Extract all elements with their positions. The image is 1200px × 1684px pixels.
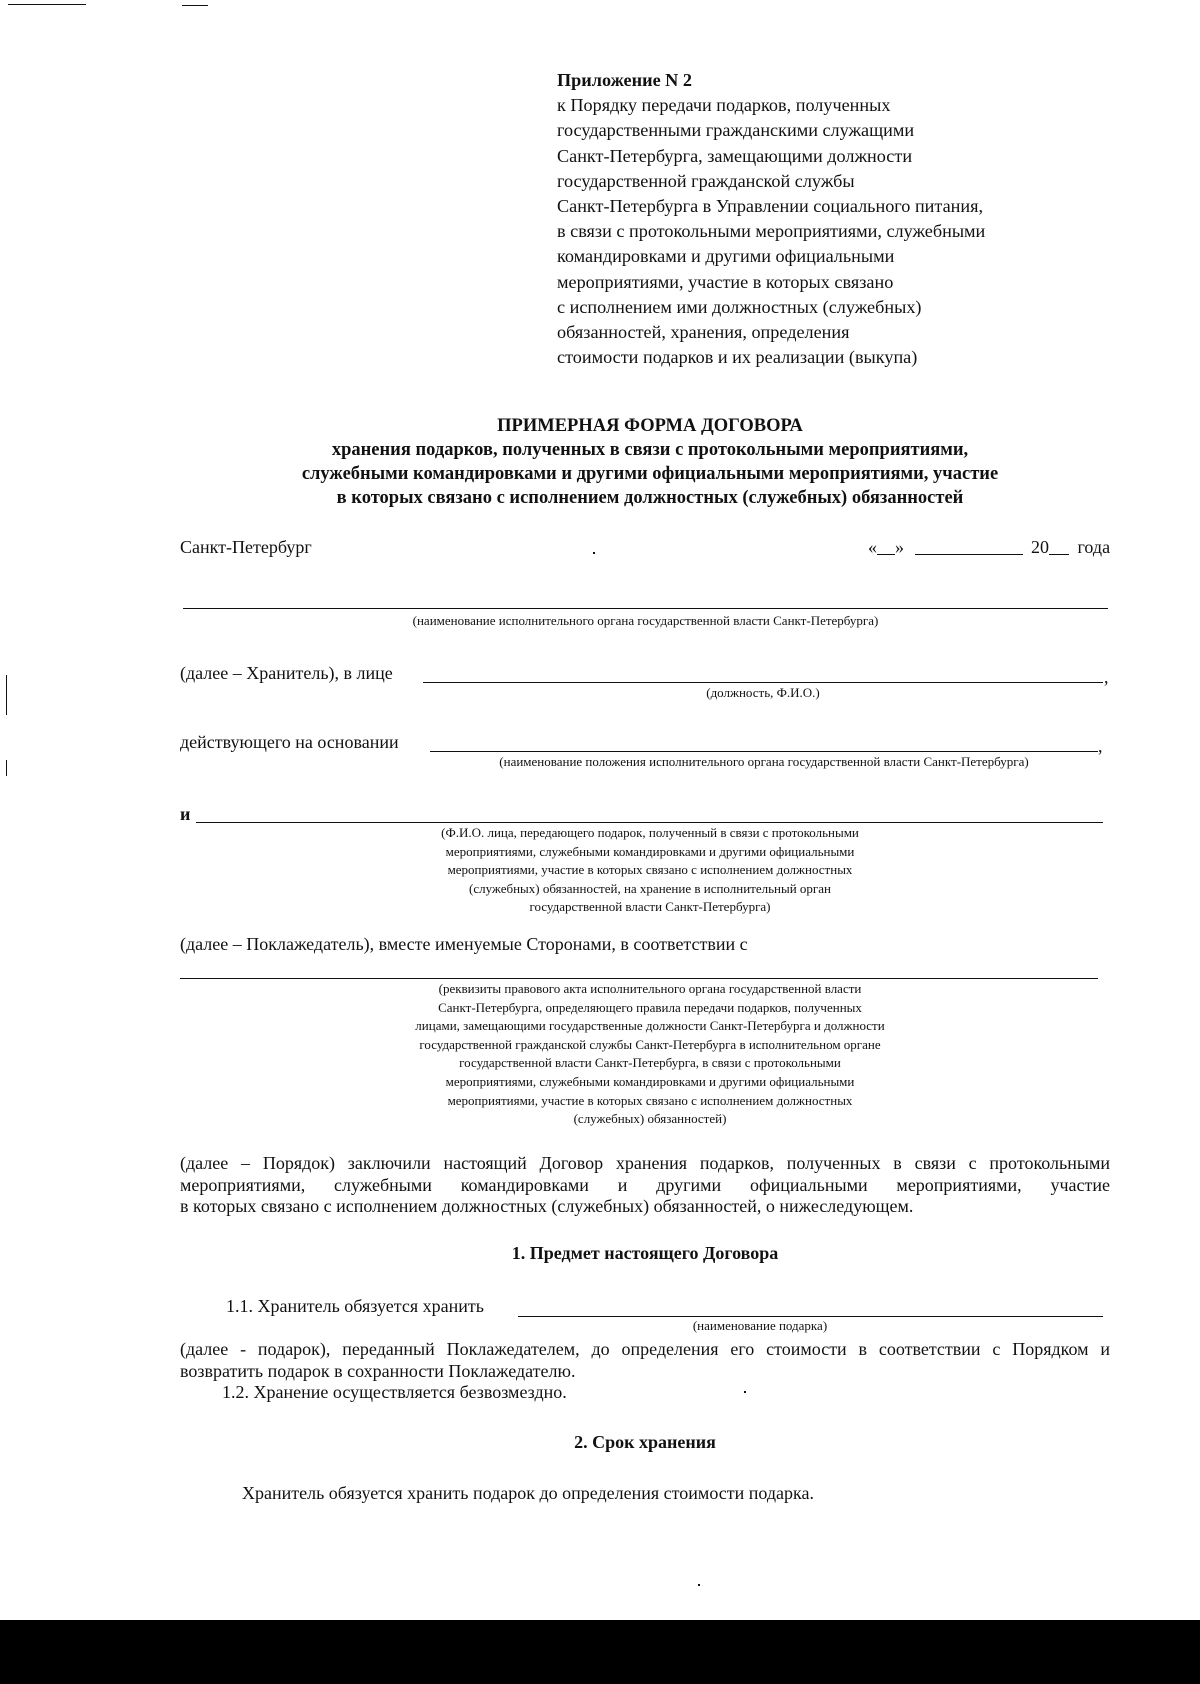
- annex-line: государственными гражданскими служащими: [557, 120, 915, 141]
- basis-line: [430, 751, 1098, 752]
- scan-dot: [744, 1391, 746, 1393]
- annex-line: Санкт-Петербурга в Управлении социального питания,: [557, 196, 984, 217]
- caption-line: мероприятиями, участие в которых связано с исполнением должностных: [447, 1092, 853, 1108]
- annex-line: государственной гражданской службы: [557, 170, 855, 191]
- item1-line: (далее - подарок), переданный Поклажедателем, до определения его стоимости в соответствии с Порядком и: [180, 1339, 1110, 1359]
- annex-line: с исполнением ими должностных (служебных): [557, 296, 922, 317]
- year-blank: [1049, 540, 1069, 555]
- scan-mark-top: [8, 4, 86, 5]
- annex-line: Санкт-Петербурга, замещающими должности: [557, 145, 913, 166]
- section1-heading: 1. Предмет настоящего Договора: [511, 1243, 779, 1263]
- caption-line: государственной гражданской службы Санкт-Петербурга в исполнительном органе: [419, 1036, 881, 1052]
- date-quote-open: «: [868, 537, 877, 557]
- depositor-caption: [350, 824, 950, 917]
- caption-line: (служебных) обязанностей): [573, 1111, 727, 1127]
- scan-dot: [593, 552, 595, 554]
- scan-mark-top-2: [182, 5, 208, 6]
- org-name-line: [183, 608, 1108, 609]
- annex-line: обязанностей, хранения, определения: [557, 322, 850, 343]
- form-title-sub: в которых связано с исполнением должностных (служебных) обязанностей: [336, 488, 964, 508]
- caption-line: государственной власти Санкт-Петербурга): [529, 899, 771, 915]
- annex-line: стоимости подарков и их реализации (выкупа): [557, 347, 918, 368]
- form-title: [150, 414, 1150, 510]
- basis-caption: (наименование положения исполнительного органа государственной власти Санкт-Петербурга): [499, 754, 1029, 769]
- position-line: [423, 682, 1103, 683]
- date-quote-close: »: [895, 537, 904, 557]
- intro-line: мероприятиями, служебными командировками и другими официальными мероприятиями, участие: [180, 1174, 1110, 1195]
- form-title-sub: хранения подарков, полученных в связи с протокольными мероприятиями,: [331, 440, 969, 460]
- basis-label: действующего на основании: [180, 732, 399, 752]
- parties-label: (далее – Поклажедатель), вместе именуемые Сторонами, в соответствии с: [180, 934, 748, 954]
- scan-bottom-bar: [0, 1620, 1200, 1684]
- comma: ,: [1098, 736, 1103, 756]
- day-blank: [877, 540, 895, 555]
- form-title-main: ПРИМЕРНАЯ ФОРМА ДОГОВОРА: [497, 416, 803, 436]
- position-caption: (должность, Ф.И.О.): [706, 685, 820, 700]
- and-label: и: [180, 804, 191, 824]
- caption-line: (служебных) обязанностей, на хранение в исполнительный орган: [468, 880, 831, 896]
- year-prefix: 20: [1031, 537, 1049, 557]
- intro-line: (далее – Порядок) заключили настоящий Договор хранения подарков, полученных в связи с протокольными: [180, 1153, 1110, 1173]
- caption-line: мероприятиями, участие в которых связано с исполнением должностных: [447, 862, 853, 878]
- caption-line: Санкт-Петербурга, определяющего правила передачи подарков, полученных: [438, 999, 862, 1015]
- annex-header: [557, 68, 985, 370]
- act-caption: [330, 980, 970, 1129]
- keeper-label: (далее – Хранитель), в лице: [180, 663, 393, 683]
- year-suffix: года: [1077, 537, 1111, 557]
- annex-line: к Порядку передачи подарков, полученных: [557, 95, 891, 116]
- item1-label: 1.1. Хранитель обязуется хранить: [226, 1296, 484, 1316]
- gift-name-caption: (наименование подарка): [692, 1318, 828, 1333]
- caption-line: мероприятиями, служебными командировками и другими официальными: [445, 1073, 855, 1089]
- org-caption: (наименование исполнительного органа государственной власти Санкт-Петербурга): [412, 613, 879, 628]
- annex-line: мероприятиями, участие в которых связано: [557, 271, 894, 292]
- date-field: [868, 537, 1110, 558]
- caption-line: (Ф.И.О. лица, передающего подарок, полученный в связи с протокольными: [441, 825, 859, 840]
- intro-paragraph: [180, 1153, 1110, 1218]
- scan-mark-left: [6, 675, 7, 715]
- month-blank: [915, 540, 1023, 555]
- caption-line: мероприятиями, служебными командировками и другими официальными: [445, 843, 855, 859]
- city-label: Санкт-Петербург: [180, 537, 312, 557]
- intro-line: в которых связано с исполнением должностных (служебных) обязанностей, о нижеследующем.: [180, 1196, 914, 1216]
- depositor-line: [196, 822, 1103, 823]
- annex-heading: Приложение N 2: [557, 70, 692, 90]
- comma: ,: [1104, 667, 1109, 687]
- section2-text: Хранитель обязуется хранить подарок до определения стоимости подарка.: [242, 1483, 814, 1503]
- form-title-sub: служебными командировками и другими официальными мероприятиями, участие: [301, 464, 999, 484]
- annex-line: командировками и другими официальными: [557, 246, 895, 267]
- section2-heading: 2. Срок хранения: [574, 1432, 716, 1452]
- item1-continuation: [180, 1339, 1110, 1382]
- annex-line: в связи с протокольными мероприятиями, служебными: [557, 221, 986, 242]
- caption-line: лицами, замещающими государственные должности Санкт-Петербурга и должности: [415, 1018, 885, 1034]
- caption-line: государственной власти Санкт-Петербурга, в связи с протокольными: [459, 1055, 841, 1071]
- item1-line: возвратить подарок в сохранности Поклажедателю.: [180, 1360, 576, 1381]
- scan-dot: [698, 1584, 700, 1586]
- scan-mark-left-2: [6, 760, 7, 776]
- caption-line: (реквизиты правового акта исполнительного органа государственной власти: [438, 981, 862, 996]
- act-line: [180, 978, 1098, 979]
- item2-text: 1.2. Хранение осуществляется безвозмездно.: [222, 1382, 567, 1402]
